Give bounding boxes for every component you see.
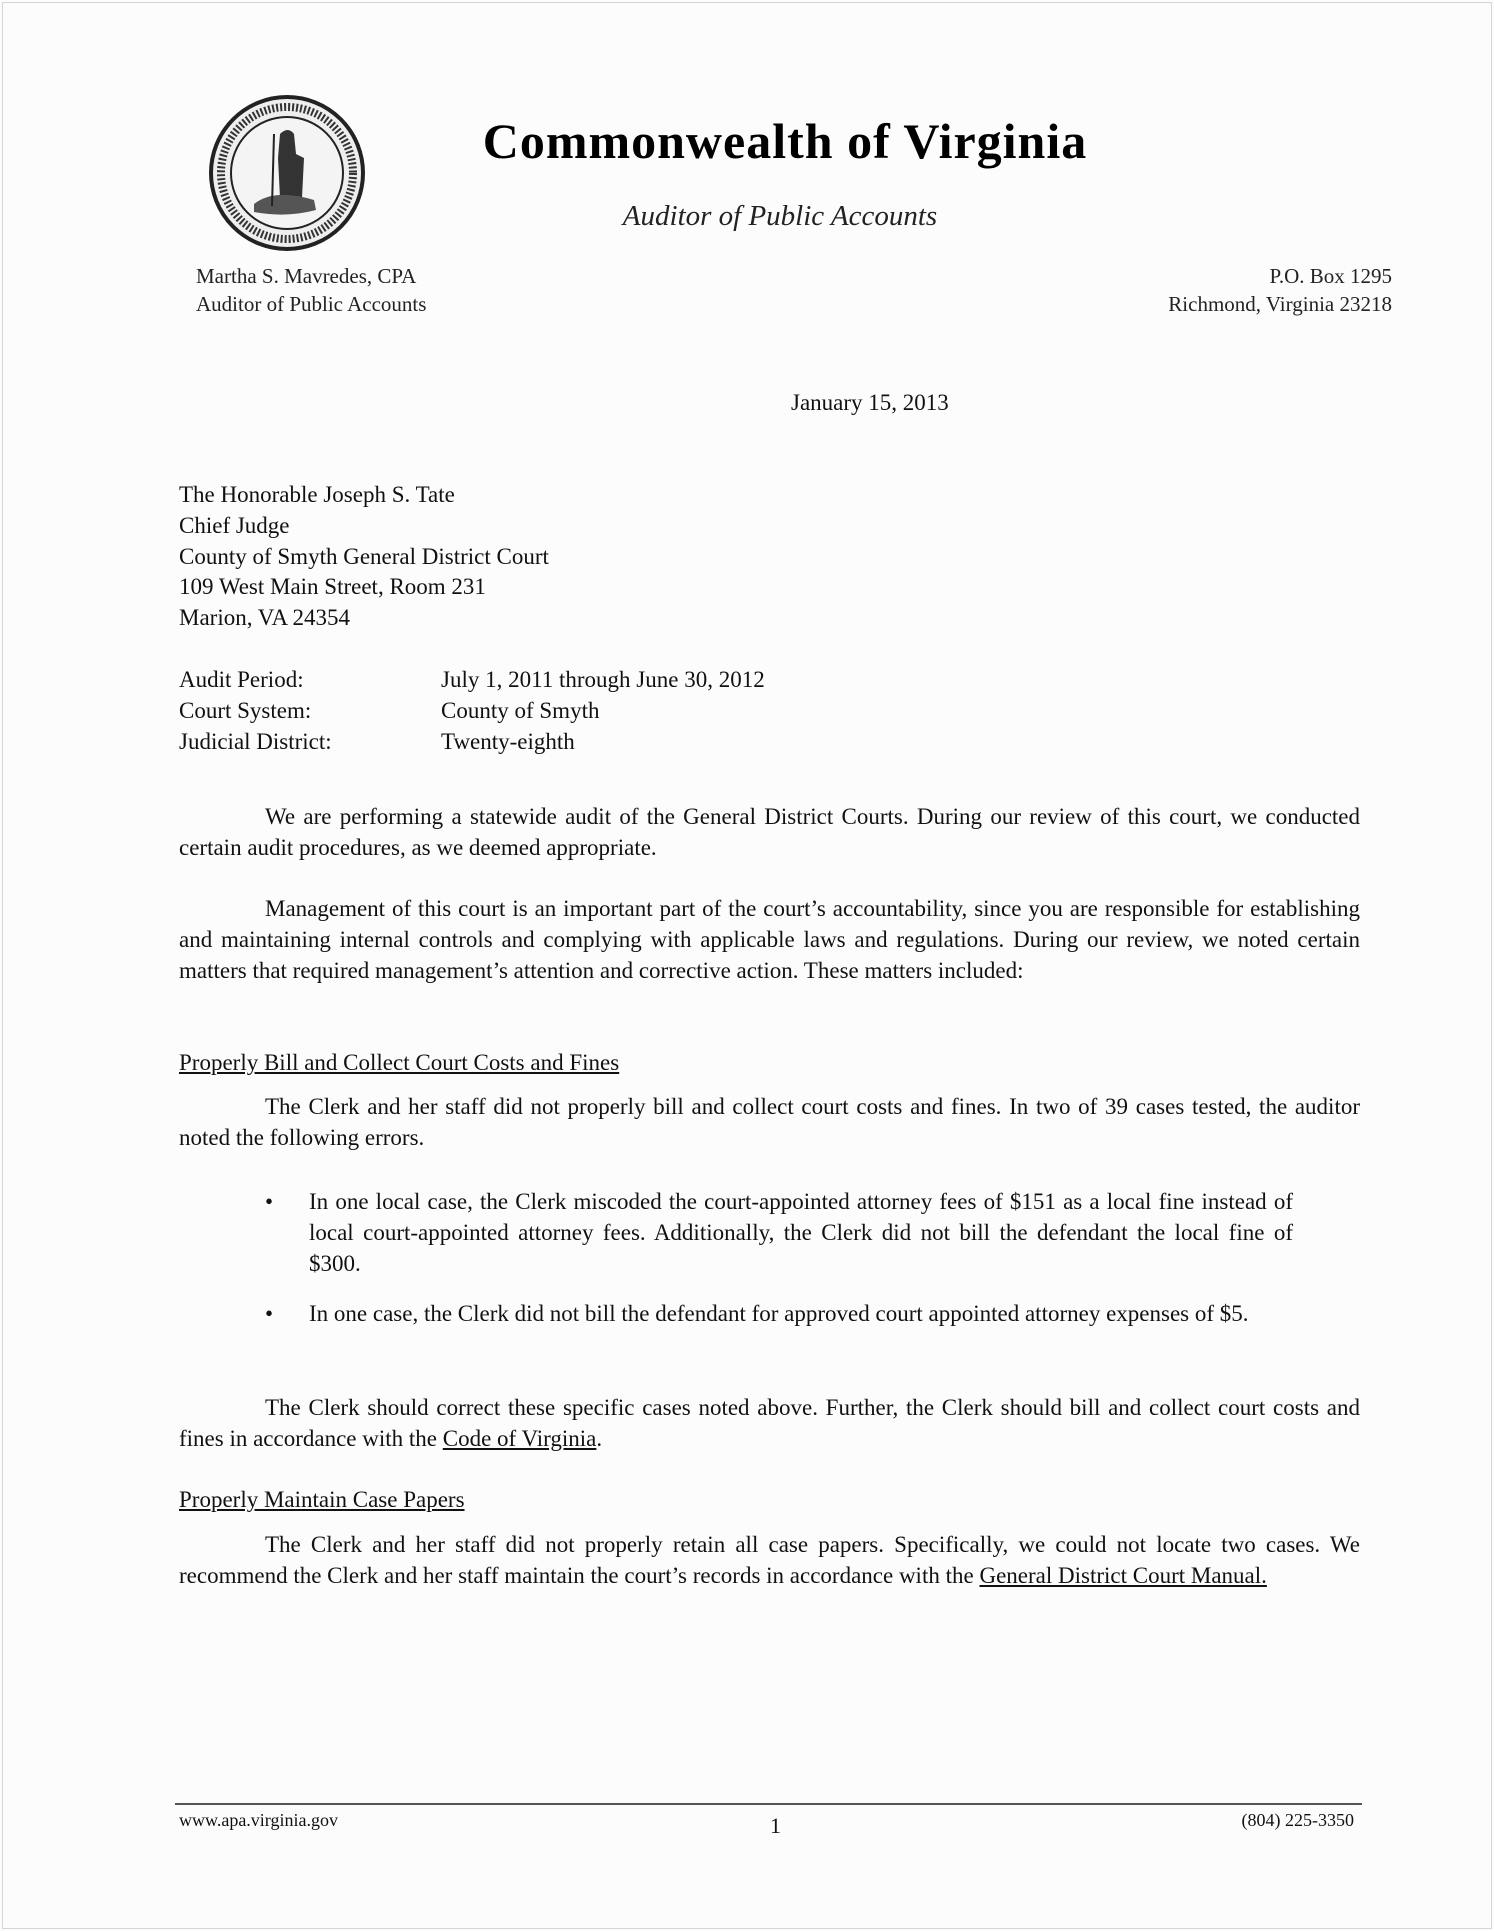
value: County of Smyth	[441, 697, 600, 723]
value: July 1, 2011 through June 30, 2012	[441, 667, 765, 692]
label: Judicial District:	[179, 728, 332, 754]
auditor-name: Martha S. Mavredes, CPA	[196, 264, 417, 288]
paragraph-case-papers	[179, 1530, 1360, 1592]
bullet-text: In one case, the Clerk did not bill the defendant for approved court appointed attorney expenses of $5.	[309, 1301, 1249, 1326]
address-line: The Honorable Joseph S. Tate	[179, 482, 455, 507]
letter-date: January 15, 2013	[791, 390, 949, 415]
address-line: Chief Judge	[179, 512, 290, 538]
city-state-zip: Richmond, Virginia 23218	[1168, 292, 1392, 316]
text: The Clerk should correct these specific cases noted above. Further, the Clerk should bill and collect court costs and fines in accordance with the	[179, 1395, 1360, 1451]
footer-divider	[175, 1803, 1362, 1805]
letterhead-subtitle: Auditor of Public Accounts	[622, 200, 938, 232]
bullet-text: In one local case, the Clerk miscoded the court-appointed attorney fees of $151 as a local fine instead of local court-appointed attorney fees. Additionally, the Clerk did not bill the defendant the local fine of $300.	[309, 1189, 1293, 1276]
mailing-address-block	[1168, 262, 1392, 318]
judicial-district-row	[179, 727, 1360, 758]
address-line: County of Smyth General District Court	[179, 543, 549, 569]
label: Court System:	[179, 697, 312, 723]
audit-period-row	[179, 665, 1360, 696]
po-box: P.O. Box 1295	[1269, 264, 1392, 288]
paragraph-recommendation-1	[179, 1393, 1360, 1455]
audit-info	[179, 665, 1360, 757]
auditor-name-block	[196, 262, 426, 318]
district-court-manual-link[interactable]: General District Court Manual.	[979, 1562, 1267, 1588]
recipient-address	[179, 480, 1360, 634]
heading-case-papers: Properly Maintain Case Papers	[179, 1487, 465, 1512]
code-of-virginia-link[interactable]: Code of Virginia	[442, 1425, 597, 1451]
text: The Clerk and her staff did not properly retain all case papers. Specifically, we could not locate two cases. We recommend the Clerk and her staff maintain the court’s records in accordance with the	[179, 1532, 1360, 1588]
label: Audit Period:	[179, 667, 304, 692]
address-line: 109 West Main Street, Room 231	[179, 574, 486, 600]
footer-phone: (804) 225-3350	[1241, 1810, 1354, 1830]
bullet-icon: •	[265, 1301, 274, 1326]
virginia-seal-logo	[208, 94, 366, 252]
address-line: Marion, VA 24354	[179, 605, 351, 631]
bullet-icon: •	[265, 1189, 274, 1214]
page-number: 1	[770, 1813, 781, 1838]
value: Twenty-eighth	[441, 728, 575, 754]
heading-bill-collect: Properly Bill and Collect Court Costs and Fines	[179, 1050, 620, 1075]
paragraph-intro: We are performing a statewide audit of the General District Courts. During our review of this court, we conducted certain audit procedures, as we deemed appropriate.	[179, 804, 1360, 860]
auditor-title: Auditor of Public Accounts	[196, 292, 427, 316]
bullet-item	[265, 1299, 1293, 1330]
court-system-row	[179, 696, 1360, 727]
bullet-item	[265, 1187, 1293, 1279]
paragraph-management: Management of this court is an important part of the court’s accountability, since you are responsible for establishing and maintaining internal controls and complying with applicable laws and regulations. During our review, we noted certain matters that required management’s attention and corrective action. These matters included:	[179, 896, 1360, 983]
paragraph-bill-collect: The Clerk and her staff did not properly bill and collect court costs and fines. In two of 39 cases tested, the auditor noted the following errors.	[179, 1094, 1360, 1150]
letterhead-title: Commonwealth of Virginia	[482, 113, 1088, 169]
text: .	[596, 1425, 603, 1451]
footer-website[interactable]: www.apa.virginia.gov	[179, 1810, 338, 1830]
